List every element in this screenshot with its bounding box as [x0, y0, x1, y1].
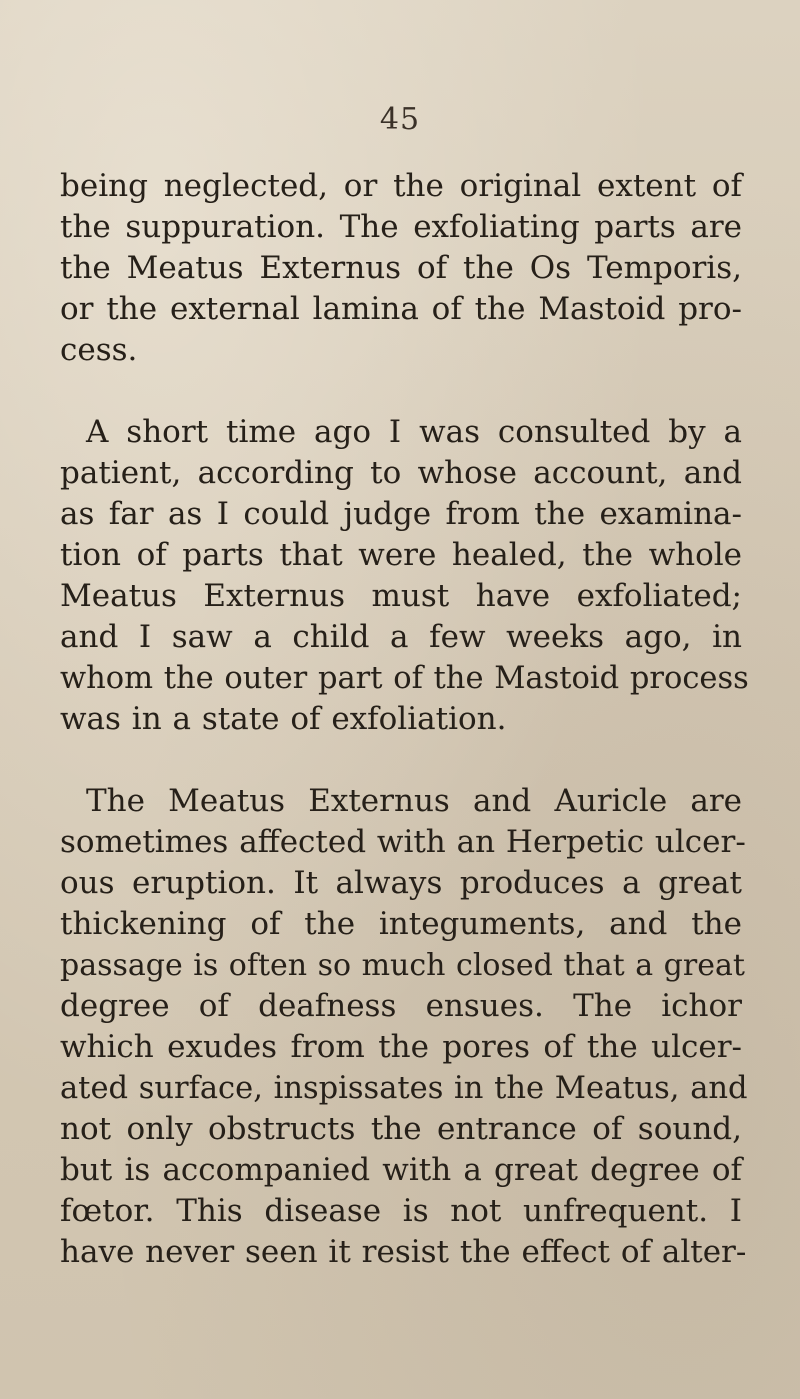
- text-line: thickening of the integuments, and the: [60, 906, 742, 942]
- text-line: degree of deafness ensues. The ichor: [60, 988, 742, 1024]
- text-line: A short time ago I was consulted by a: [86, 414, 742, 450]
- text-line: as far as I could judge from the examina-: [60, 496, 742, 532]
- text-line: patient, according to whose account, and: [60, 455, 742, 491]
- text-line: ated surface, inspissates in the Meatus, and: [60, 1071, 748, 1106]
- text-line: ous eruption. It always produces a great: [60, 865, 742, 901]
- text-line: and I saw a child a few weeks ago, in: [60, 619, 742, 655]
- text-line: whom the outer part of the Mastoid process: [60, 661, 749, 696]
- text-line: not only obstructs the entrance of sound,: [60, 1111, 742, 1147]
- text-line: was in a state of exfoliation.: [60, 701, 507, 737]
- text-line: fœtor. This disease is not unfrequent. I: [60, 1193, 742, 1229]
- paragraph-1: [60, 166, 742, 371]
- text-line: the suppuration. The exfoliating parts are: [60, 209, 742, 245]
- text-line: The Meatus Externus and Auricle are: [86, 783, 742, 819]
- text-line: being neglected, or the original extent of: [60, 168, 742, 204]
- text-line: but is accompanied with a great degree of: [60, 1152, 742, 1188]
- text-line: or the external lamina of the Mastoid pro-: [60, 291, 742, 327]
- text-line: have never seen it resist the effect of alter-: [60, 1234, 747, 1270]
- paragraph-2: [60, 412, 749, 740]
- text-line: cess.: [60, 332, 138, 368]
- page-number: 45: [379, 102, 421, 137]
- paragraph-3: [60, 781, 748, 1273]
- text-line: sometimes affected with an Herpetic ulcer-: [60, 824, 746, 860]
- text-line: the Meatus Externus of the Os Temporis,: [60, 250, 742, 286]
- text-line: tion of parts that were healed, the whole: [60, 537, 742, 573]
- text-line: Meatus Externus must have exfoliated;: [60, 578, 742, 614]
- text-line: which exudes from the pores of the ulcer-: [60, 1029, 742, 1065]
- text-line: passage is often so much closed that a great: [60, 948, 745, 983]
